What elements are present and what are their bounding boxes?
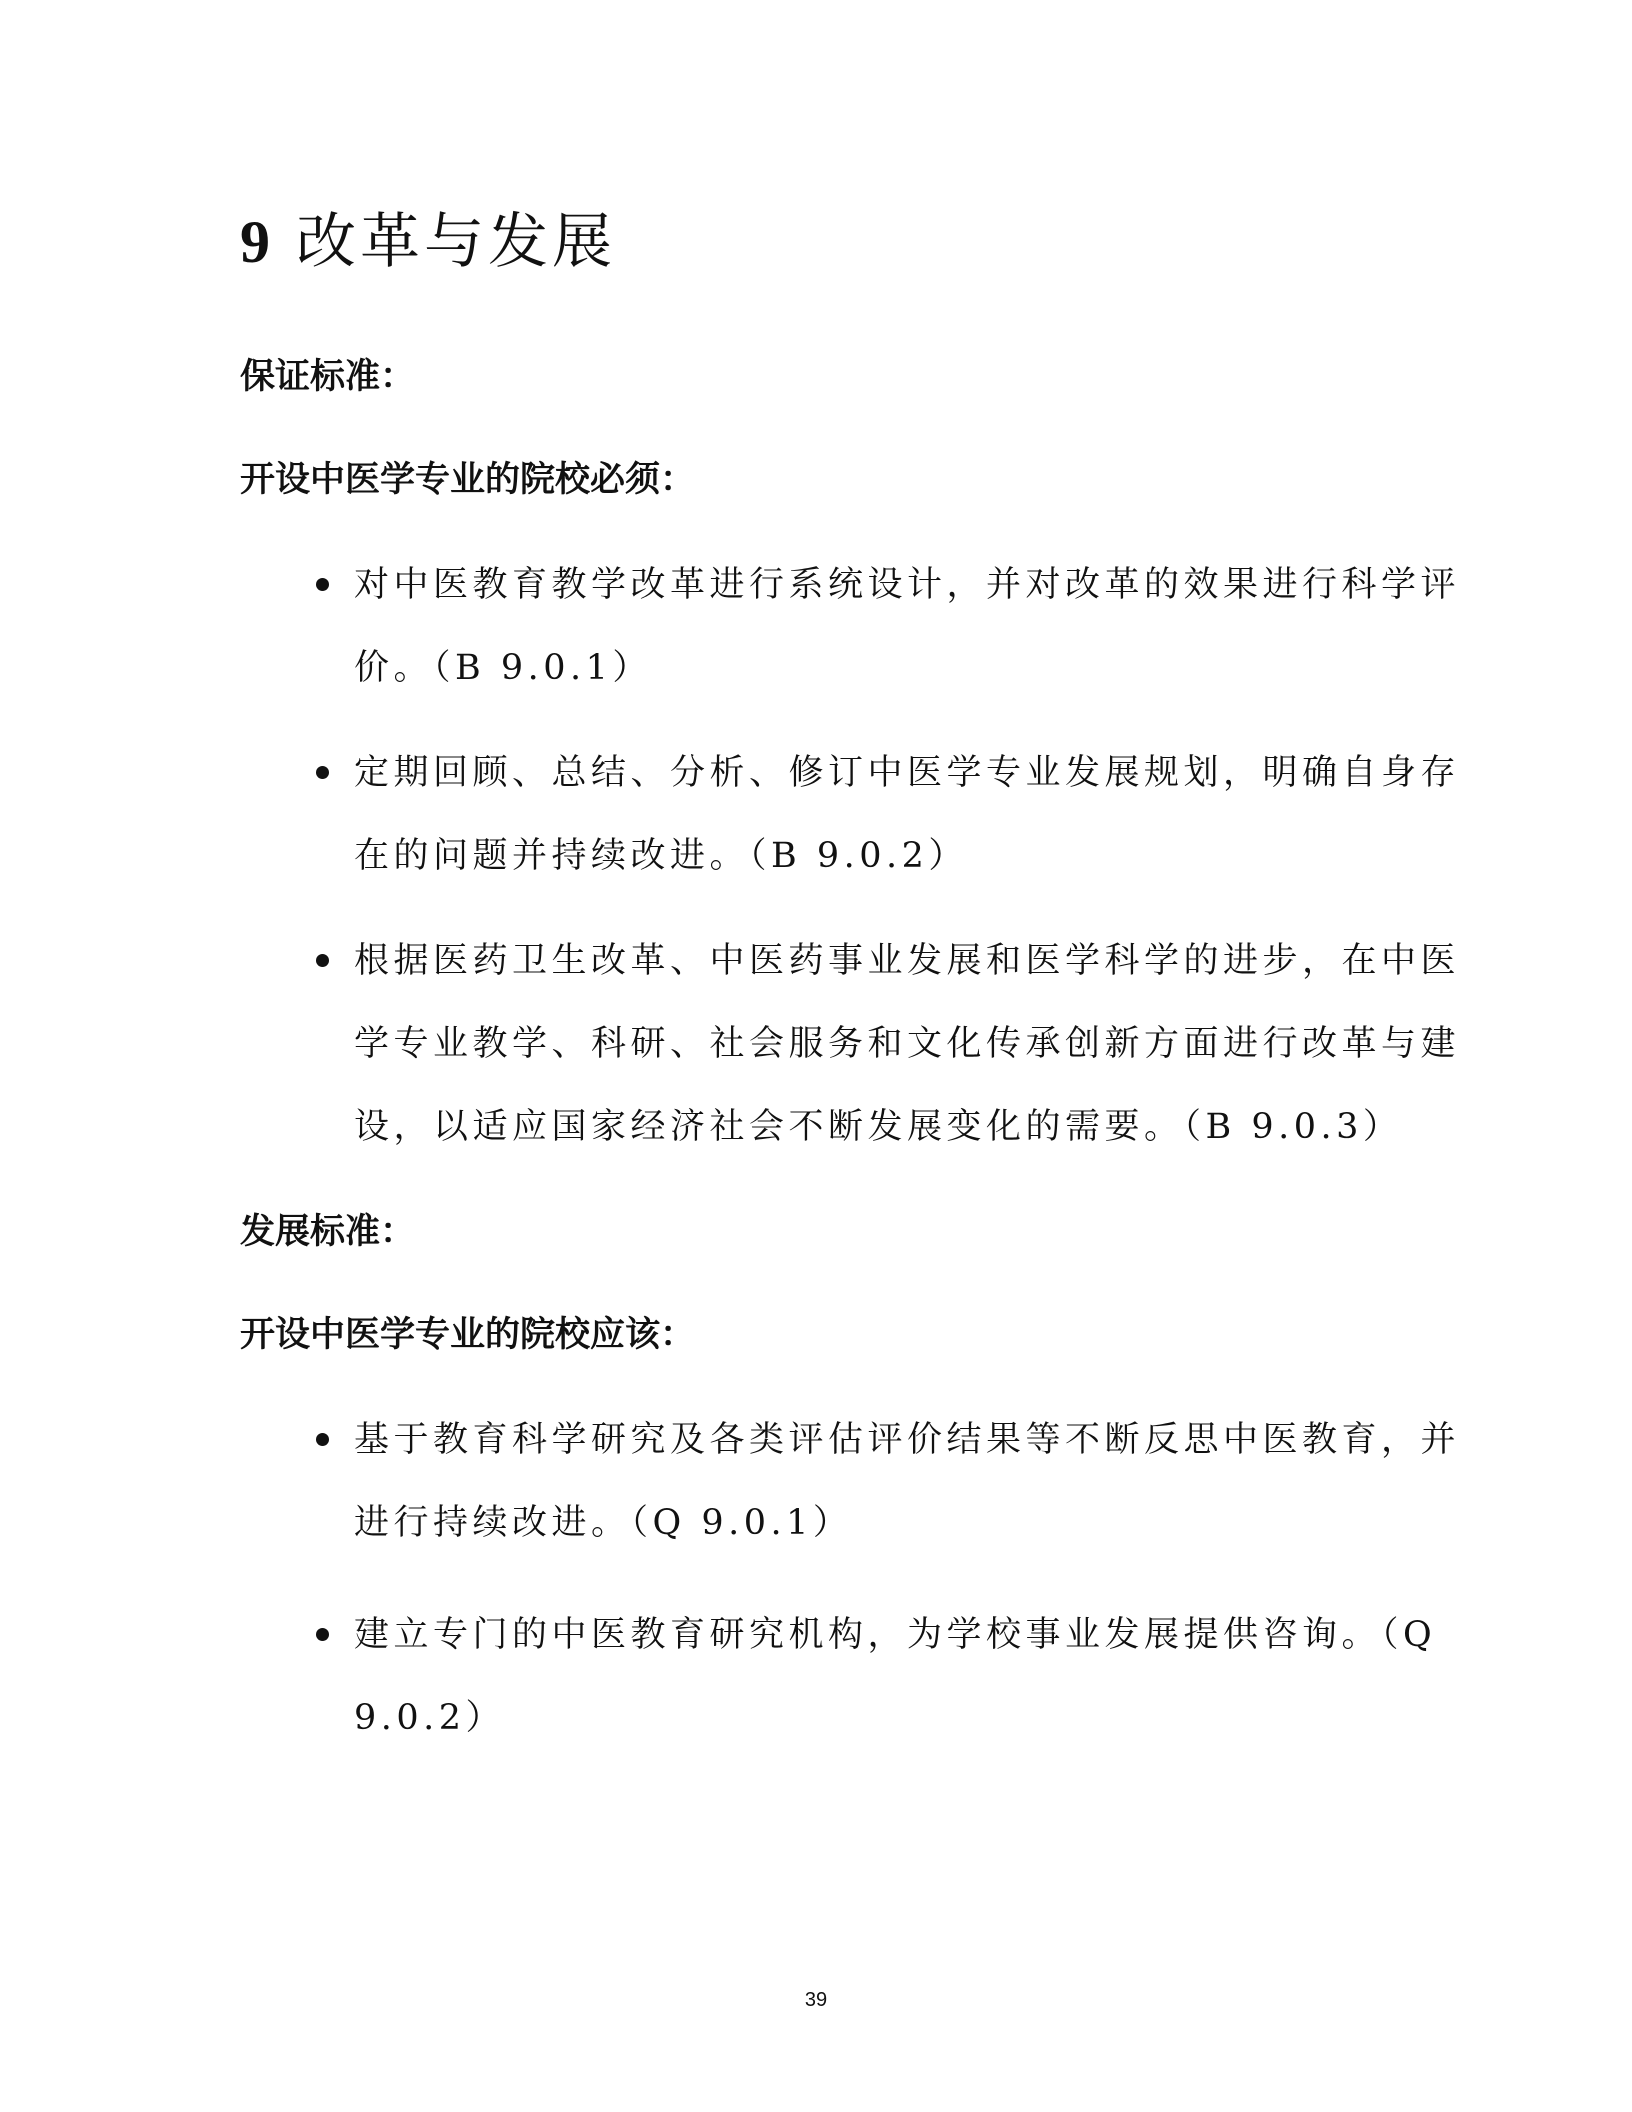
- bullet-icon: [316, 1433, 329, 1446]
- chapter-title: [240, 202, 616, 282]
- item-line: 9.0.2）: [354, 1698, 506, 1738]
- chapter-number: 9: [240, 209, 272, 275]
- item-line: 在的问题并持续改进。（B 9.0.2）: [354, 836, 968, 876]
- basic-standard-heading: 保证标准：: [240, 357, 416, 397]
- bullet-icon: [316, 766, 329, 779]
- item-line: 进行持续改进。（Q 9.0.1）: [354, 1503, 853, 1543]
- item-line: 设，以适应国家经济社会不断发展变化的需要。（B 9.0.3）: [354, 1107, 1403, 1147]
- item-line: 建立专门的中医教育研究机构，为学校事业发展提供咨询。（Q: [354, 1615, 1437, 1655]
- quality-standard-intro: 开设中医学专业的院校应该：: [240, 1315, 696, 1355]
- bullet-icon: [316, 1628, 329, 1641]
- item-line: 价。（B 9.0.1）: [354, 648, 652, 688]
- quality-standard-heading: 发展标准：: [240, 1212, 416, 1252]
- page-number: 39: [804, 1989, 828, 2011]
- basic-standard-intro: 开设中医学专业的院校必须：: [240, 460, 696, 500]
- bullet-icon: [316, 954, 329, 967]
- bullet-icon: [316, 578, 329, 591]
- item-line: 根据医药卫生改革、中医药事业发展和医学科学的进步，在中医: [354, 941, 1461, 981]
- item-line: 基于教育科学研究及各类评估评价结果等不断反思中医教育，并: [354, 1420, 1461, 1460]
- item-line: 对中医教育教学改革进行系统设计，并对改革的效果进行科学评: [354, 565, 1461, 605]
- chapter-title-text: 改革与发展: [296, 207, 616, 277]
- item-line: 学专业教学、科研、社会服务和文化传承创新方面进行改革与建: [354, 1024, 1461, 1064]
- item-line: 定期回顾、总结、分析、修订中医学专业发展规划，明确自身存: [354, 753, 1461, 793]
